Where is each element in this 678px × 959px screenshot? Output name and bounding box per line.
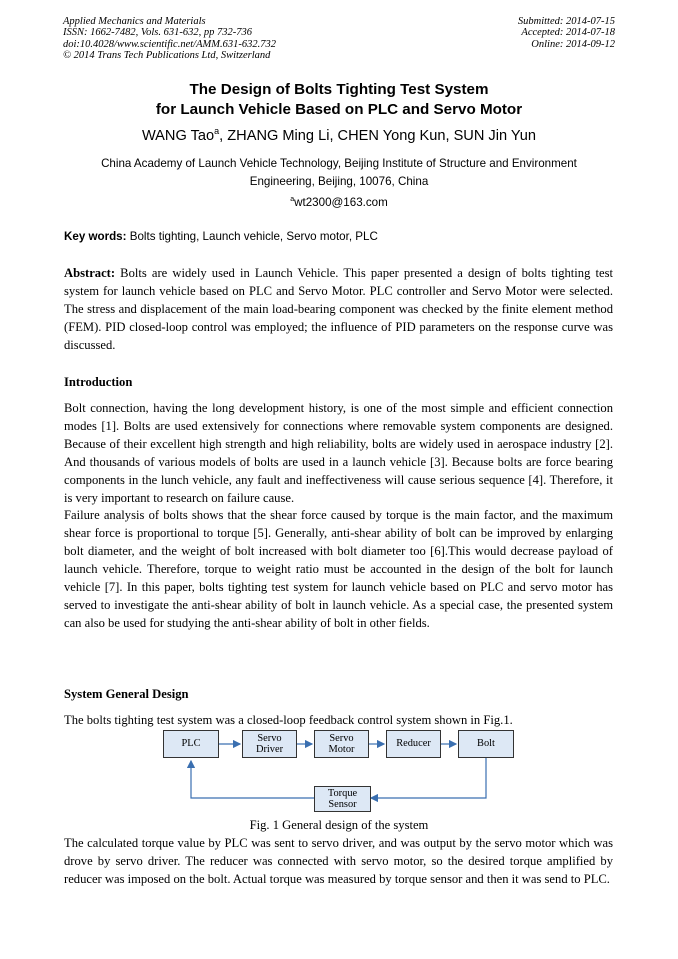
title-line-1: The Design of Bolts Tighting Test System: [189, 81, 489, 98]
author-superscript: a: [214, 126, 220, 136]
journal-name: Applied Mechanics and Materials: [63, 16, 206, 27]
submitted-date: Submitted: 2014-07-15: [517, 16, 615, 27]
copyright: © 2014 Trans Tech Publications Ltd, Switzerland: [63, 49, 271, 61]
introduction-heading: Introduction: [64, 375, 133, 389]
system-body: The calculated torque value by PLC was sent to servo driver, and was output by the servo motor which was drove by servo driver. The reducer was connected with servo motor, so the desired torque amplified by reducer was imposed on the bolt. Actual torque was measured by torque sensor and then it was send to PLC.: [64, 836, 613, 886]
intro-paragraph-1: Bolt connection, having the long development history, is one of the most simple and efficient connection modes [1]. Bolts are used extensively for connections where removable system components are designed. Because of their excellent high strength and high reliability, bolts are widely used in aerospace industry [2]. And thousands of various models of bolts are used in a launch vehicle [3]. Because bolts are force bearing components in the lunch vehicle, any fault and ineffectiveness will cause serious sequence [4]. Therefore, it is very important to research on failure cause.: [64, 401, 613, 505]
email-text: wt2300@163.com: [294, 195, 388, 209]
system-intro: The bolts tighting test system was a closed-loop feedback control system shown in Fig.1.: [64, 713, 513, 727]
title-line-2: for Launch Vehicle Based on PLC and Servo Motor: [155, 101, 523, 118]
affiliation-line-2: Engineering, Beijing, 10076, China: [249, 175, 429, 188]
online-date: Online: 2014-09-12: [531, 38, 615, 50]
figure-caption: Fig. 1 General design of the system: [249, 818, 429, 832]
reducer-block: Reducer: [386, 730, 441, 758]
servo-motor-block: Servo Motor: [314, 730, 369, 758]
first-author: WANG Tao: [141, 127, 215, 144]
plc-block: PLC: [163, 730, 219, 758]
issn: ISSN: 1662-7482, Vols. 631-632, pp 732-736: [63, 27, 252, 39]
other-authors: , ZHANG Ming Li, CHEN Yong Kun, SUN Jin Yun: [219, 127, 537, 144]
keywords-label: Key words:: [64, 230, 127, 243]
keywords-text: Bolts tighting, Launch vehicle, Servo motor, PLC: [126, 230, 378, 243]
bolt-block: Bolt: [458, 730, 514, 758]
system-design-heading: System General Design: [64, 687, 189, 701]
accepted-date: Accepted: 2014-07-18: [521, 27, 615, 39]
arrow-bolt-to-sensor: [371, 758, 486, 798]
servo-driver-block: Servo Driver: [242, 730, 297, 758]
intro-paragraph-2: Failure analysis of bolts shows that the shear force caused by torque is the main factor, and the maximum shear force is proportional to torque [5]. Generally, anti-shear ability of bolt can be improved by enlarging bolt diameter, and the weight of bolt increased with bolt diameter too [6].This would decrease payload of launch vehicle. Therefore, torque to weight ratio must be accounted in the design of the bolt for launch vehicle [7]. In this paper, bolts tighting test system for launch vehicle based on PLC and servo motor has served to investigate the anti-shear ability of bolt in launch vehicle. As a special case, the presented system can also be used for studying the anti-shear ability of bolt in other fields.: [64, 508, 613, 630]
torque-sensor-block: Torque Sensor: [314, 786, 371, 812]
arrow-sensor-to-plc: [191, 761, 314, 798]
email-superscript: a: [290, 196, 295, 203]
affiliation-line-1: China Academy of Launch Vehicle Technology, Beijing Institute of Structure and Environment: [101, 157, 577, 170]
abstract-text: Bolts are widely used in Launch Vehicle. This paper presented a design of bolts tighting test system for launch vehicle based on PLC and Servo Motor. PLC controller and Servo Motor were selected. The stress and displacement of the main load-bearing component was checked by the finite element method (FEM). PID closed-loop control was employed; the influence of PID parameters on the response curve was discussed.: [64, 266, 613, 352]
abstract-label: Abstract:: [64, 266, 116, 280]
doi: doi:10.4028/www.scientific.net/AMM.631-632.732: [63, 38, 276, 50]
